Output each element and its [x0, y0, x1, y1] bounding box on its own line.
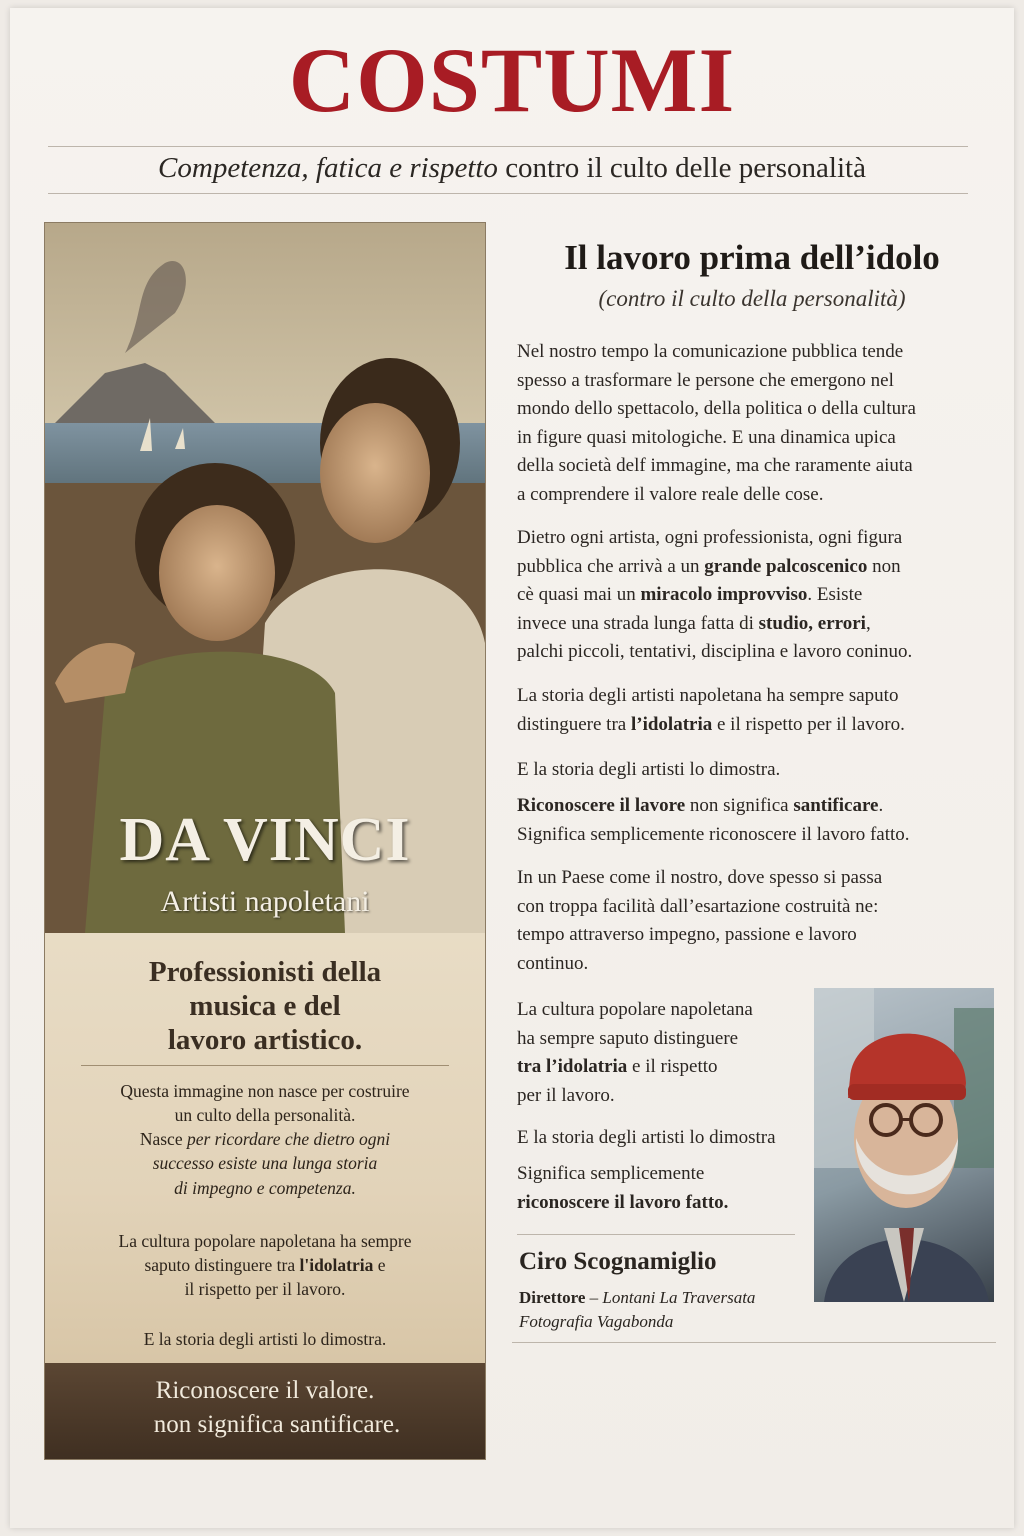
article-line: In un Paese come il nostro, dove spesso si passa [517, 867, 883, 888]
author-name: Ciro Scognamiglio [519, 1248, 717, 1275]
article-end-rule [512, 1342, 996, 1343]
poster-footer-line: non significa santificare. [153, 1411, 401, 1438]
article-line: continuo. [517, 952, 589, 974]
article-paragraph-2 [517, 524, 987, 667]
article-paragraph-1 [517, 338, 987, 510]
poster-paragraph-2 [45, 1229, 485, 1301]
poster-heading [45, 955, 485, 1058]
poster-footer [45, 1363, 485, 1459]
line-part: distinguere tra [517, 713, 631, 735]
line-part: Riconoscere il lavore [517, 795, 686, 816]
article-line: La cultura popolare napoletana [517, 999, 753, 1020]
author-title: Direttore [519, 1288, 586, 1307]
article-line [517, 1053, 807, 1082]
poster-painting [45, 223, 485, 933]
article-line: spesso a trasformare le persone che emergono nel [517, 369, 894, 391]
line-part: grande palcoscenico [704, 555, 868, 577]
line-part: santificare [793, 795, 879, 816]
article-line: E la storia degli artisti lo dimostra. [517, 759, 781, 780]
role-separator: – [585, 1288, 603, 1307]
poster-footer-line: Riconoscere il valore. [155, 1377, 375, 1404]
article-line [517, 553, 987, 582]
line-part: e il rispetto per il lavoro. [712, 713, 905, 735]
article-line: mondo dello spettacolo, della politica o della cultura [517, 398, 916, 420]
poster-paragraph-3: E la storia degli artisti lo dimostra. [143, 1329, 387, 1349]
poster-line [45, 1127, 485, 1151]
article-paragraph-6 [517, 864, 987, 978]
poster-paragraph-1 [45, 1079, 485, 1200]
line-part: tra l’idolatria [517, 1056, 628, 1078]
article-paragraph-9 [517, 1160, 807, 1217]
line-part: e il rispetto [627, 1056, 718, 1078]
poster-line: successo esiste una lunga storia [152, 1153, 378, 1174]
article-line [517, 792, 987, 821]
article-line: palchi piccoli, tentativi, disciplina e lavoro coninuo. [517, 641, 913, 663]
masthead-rule-bottom [48, 193, 968, 194]
poster-body [45, 933, 485, 1363]
article-line: a comprendere il valore reale delle cose. [517, 483, 824, 505]
line-part: pubblica che arrivà a un [517, 555, 705, 577]
poster-line-part: Nasce [139, 1129, 187, 1150]
poster-heading-line: musica e del [189, 990, 341, 1023]
poster-line [45, 1253, 485, 1277]
poster-subtitle: Artisti napoletani [160, 885, 370, 918]
article-dek: (contro il culto della personalità) [598, 286, 906, 311]
article-line: ha sempre saputo distinguere [517, 1027, 739, 1049]
poster-line-part: l'idolatria [299, 1255, 374, 1276]
article-paragraph-3 [517, 682, 987, 739]
poster-divider [81, 1065, 449, 1066]
article-paragraph-7 [517, 996, 807, 1110]
signature-rule [517, 1234, 795, 1235]
poster-line-part: e [373, 1255, 386, 1276]
article-paragraph-4 [517, 756, 987, 785]
author-org: Lontani La Traversata [602, 1288, 756, 1307]
article-line: Significa semplicemente riconoscere il lavoro fatto. [517, 823, 910, 845]
article-line [517, 711, 987, 740]
article-line [517, 610, 987, 639]
article-line: con troppa facilità dall’esartazione costruità ne: [517, 895, 879, 917]
article-line: per il lavoro. [517, 1084, 615, 1106]
author-photo [814, 988, 994, 1302]
poster [44, 222, 486, 1460]
article-line: Significa semplicemente [517, 1163, 705, 1184]
poster-line-part: saputo distinguere tra [144, 1255, 300, 1276]
article-line: in figure quasi mitologiche. E una dinamica upica [517, 426, 896, 448]
article-line [517, 581, 987, 610]
line-part: miracolo improvviso [640, 584, 808, 606]
line-part: . [878, 795, 884, 816]
article-paragraph-8 [517, 1124, 807, 1153]
line-part: l’idolatria [630, 713, 713, 735]
line-part: non significa [685, 795, 794, 816]
line-part: cè quasi mai un [517, 584, 641, 606]
line-part: invece una strada lunga fatta di [517, 612, 759, 634]
article-line: riconoscere il lavoro fatto. [517, 1191, 729, 1213]
poster-heading-line: Professionisti della [148, 956, 382, 988]
article-line: tempo attraverso impegno, passione e lavoro [517, 924, 857, 946]
poster-title: DA VINCI [119, 806, 411, 874]
line-part: studio, errori [758, 612, 866, 634]
poster-line: il rispetto per il lavoro. [184, 1279, 346, 1300]
article-paragraph-5 [517, 792, 987, 849]
line-part: , [865, 612, 871, 634]
article-headline: Il lavoro prima dell’idolo [564, 238, 940, 277]
author-org-2: Fotografia Vagabonda [519, 1312, 674, 1331]
masthead-rule-top [48, 146, 968, 147]
poster-line: La cultura popolare napoletana ha sempre [118, 1231, 412, 1251]
poster-line: un culto della personalità. [174, 1105, 356, 1126]
poster-line: di impegno e competenza. [174, 1177, 356, 1198]
subtitle-italic: Competenza, fatica e rispetto [158, 152, 498, 184]
article-line: della società delf immagine, ma che raramente aiuta [517, 455, 913, 477]
author-role [519, 1288, 755, 1308]
poster-heading-line: lavoro artistico. [167, 1024, 363, 1057]
line-part: non [867, 555, 901, 577]
subtitle-rest: contro il culto delle personalità [497, 152, 866, 184]
masthead-subtitle [0, 152, 1024, 185]
article-line: Nel nostro tempo la comunicazione pubblica tende [517, 341, 904, 362]
article-line: E la storia degli artisti lo dimostra [517, 1127, 776, 1148]
article-line: La storia degli artisti napoletana ha sempre saputo [517, 685, 899, 706]
masthead-title: COSTUMI [288, 29, 736, 131]
article-line: Dietro ogni artista, ogni professionista, ogni figura [517, 527, 903, 548]
line-part: . Esiste [807, 584, 863, 606]
poster-line-part: per ricordare che dietro ogni [186, 1129, 391, 1150]
author-portrait-illustration [814, 988, 994, 1302]
poster-line: Questa immagine non nasce per costruire [120, 1081, 410, 1101]
